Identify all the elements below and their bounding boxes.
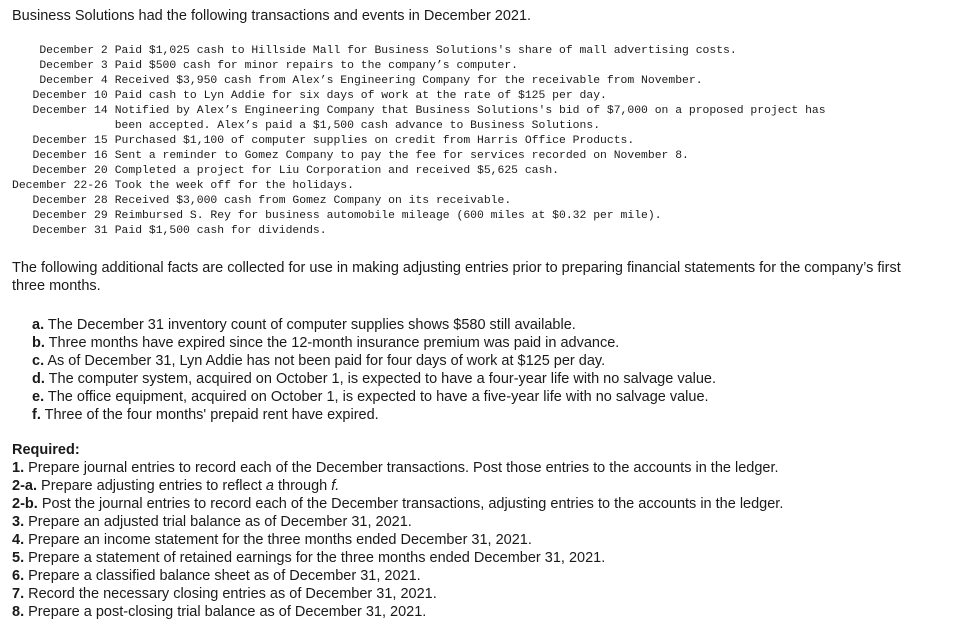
required-item — [12, 549, 783, 567]
transaction-description: Paid $1,025 cash to Hillside Mall for Business Solutions's share of mall advertising costs. — [114, 45, 737, 57]
required-italic-f: f. — [331, 478, 340, 494]
transaction-date: December 14 — [32, 105, 108, 117]
required-item — [12, 495, 783, 513]
fact-text: Three months have expired since the 12-month insurance premium was paid in advance. — [48, 335, 620, 351]
transaction-row — [12, 209, 826, 224]
transaction-date: December 3 — [39, 60, 108, 72]
transaction-description: Notified by Alex’s Engineering Company that Business Solutions's bid of $7,000 on a proposed project has been accepted. Alex’s paid a $1,500 cash advance to Business Solutions. — [114, 105, 826, 132]
required-list — [12, 459, 783, 621]
transaction-description: Paid $1,500 cash for dividends. — [114, 225, 327, 237]
fact-letter: a. — [32, 317, 45, 333]
transaction-date: December 20 — [32, 165, 108, 177]
required-item — [12, 585, 783, 603]
required-item — [12, 459, 783, 477]
required-number: 4. — [12, 532, 25, 548]
required-item — [12, 513, 783, 531]
transaction-row — [12, 89, 826, 104]
required-text: Record the necessary closing entries as of December 31, 2021. — [28, 586, 437, 602]
fact-text: The computer system, acquired on October 1, is expected to have a four-year life with no salvage value. — [48, 371, 717, 387]
required-number: 1. — [12, 460, 25, 476]
required-text: Prepare a classified balance sheet as of December 31, 2021. — [28, 568, 421, 584]
fact-text: Three of the four months' prepaid rent have expired. — [44, 407, 379, 423]
transaction-row — [12, 44, 826, 59]
required-text: Prepare an adjusted trial balance as of December 31, 2021. — [28, 514, 412, 530]
required-number: 6. — [12, 568, 25, 584]
fact-letter: e. — [32, 389, 45, 405]
transaction-description: Sent a reminder to Gomez Company to pay the fee for services recorded on November 8. — [114, 150, 689, 162]
required-text: Post the journal entries to record each of the December transactions, adjusting entries to the accounts in the ledger. — [41, 496, 784, 512]
required-section — [12, 441, 783, 621]
transaction-date: December 22-26 — [12, 180, 108, 192]
fact-item — [32, 406, 716, 424]
facts-intro: The following additional facts are collected for use in making adjusting entries prior to preparing financial statements for the company’s first three months. — [12, 260, 901, 294]
transaction-date: December 2 — [39, 45, 108, 57]
fact-item — [32, 352, 716, 370]
required-heading: Required: — [12, 442, 80, 458]
required-item — [12, 567, 783, 585]
transaction-description: Paid cash to Lyn Addie for six days of work at the rate of $125 per day. — [114, 90, 607, 102]
fact-item — [32, 370, 716, 388]
required-number: 2-b. — [12, 496, 38, 512]
transaction-row — [12, 59, 826, 74]
transaction-date: December 28 — [32, 195, 108, 207]
fact-letter: f. — [32, 407, 41, 423]
transaction-description: Took the week off for the holidays. — [114, 180, 354, 192]
transaction-row — [12, 194, 826, 209]
transaction-description: Completed a project for Liu Corporation and received $5,625 cash. — [114, 165, 560, 177]
transaction-row — [12, 224, 826, 239]
transaction-row — [12, 134, 826, 149]
transaction-date: December 15 — [32, 135, 108, 147]
required-number: 2-a. — [12, 478, 37, 494]
required-text: Prepare an income statement for the three months ended December 31, 2021. — [28, 532, 532, 548]
required-number: 7. — [12, 586, 25, 602]
required-number: 5. — [12, 550, 25, 566]
required-text: Prepare journal entries to record each of the December transactions. Post those entries to the accounts in the ledger. — [28, 460, 779, 476]
transaction-description: Purchased $1,100 of computer supplies on credit from Harris Office Products. — [114, 135, 635, 147]
required-text: Prepare a post-closing trial balance as of December 31, 2021. — [28, 604, 427, 620]
transaction-row — [12, 74, 826, 89]
transaction-date: December 4 — [39, 75, 108, 87]
transaction-date: December 16 — [32, 150, 108, 162]
transaction-description: Reimbursed S. Rey for business automobile mileage (600 miles at $0.32 per mile). — [114, 210, 662, 222]
transaction-row — [12, 164, 826, 179]
fact-item — [32, 388, 716, 406]
transactions-table — [12, 44, 826, 239]
transaction-date: December 31 — [32, 225, 108, 237]
transaction-date: December 29 — [32, 210, 108, 222]
fact-text: The office equipment, acquired on October 1, is expected to have a five-year life with no salvage value. — [47, 389, 709, 405]
required-number: 3. — [12, 514, 25, 530]
required-item — [12, 531, 783, 549]
adjusting-facts-list — [32, 316, 716, 424]
fact-letter: d. — [32, 371, 45, 387]
required-text: Prepare adjusting entries to reflect — [41, 478, 266, 494]
required-item — [12, 603, 783, 621]
transaction-description: Received $3,000 cash from Gomez Company on its receivable. — [114, 195, 512, 207]
transaction-description: Paid $500 cash for minor repairs to the company’s computer. — [114, 60, 518, 72]
required-text-mid: through — [273, 478, 332, 494]
fact-letter: b. — [32, 335, 45, 351]
transaction-row — [12, 104, 826, 134]
fact-text: The December 31 inventory count of computer supplies shows $580 still available. — [47, 317, 576, 333]
intro-text: Business Solutions had the following transactions and events in December 2021. — [12, 8, 532, 24]
transaction-description: Received $3,950 cash from Alex’s Engineering Company for the receivable from November. — [114, 75, 703, 87]
required-italic-a: a — [265, 478, 274, 494]
required-item — [12, 477, 783, 495]
transaction-row — [12, 149, 826, 164]
required-text: Prepare a statement of retained earnings for the three months ended December 31, 2021. — [28, 550, 606, 566]
transaction-row — [12, 179, 826, 194]
transaction-date: December 10 — [32, 90, 108, 102]
fact-letter: c. — [32, 353, 45, 369]
fact-item — [32, 316, 716, 334]
fact-text: As of December 31, Lyn Addie has not been paid for four days of work at $125 per day. — [47, 353, 606, 369]
fact-item — [32, 334, 716, 352]
required-number: 8. — [12, 604, 25, 620]
